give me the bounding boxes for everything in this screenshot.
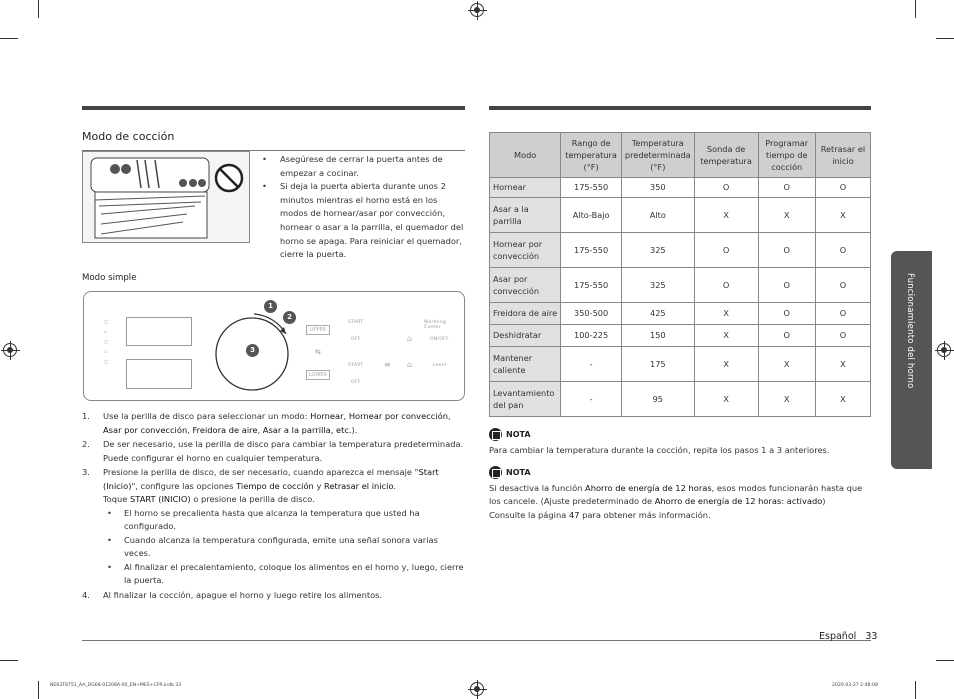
crop-mark: [936, 660, 954, 661]
table-cell: X: [694, 198, 758, 233]
activated-term: activado: [786, 496, 823, 506]
table-cell: O: [815, 233, 870, 268]
mode-hornear-conveccion: Hornear por convección: [348, 411, 448, 421]
step-2: [82, 438, 467, 465]
step-4: [82, 589, 467, 603]
cooking-modes-table: [489, 132, 871, 417]
note-text-part: Consulte la página: [489, 509, 569, 520]
step-text: .: [393, 480, 397, 491]
footer-language: Español: [819, 631, 857, 642]
lock-icon[interactable]: ⌂: [407, 334, 413, 343]
chapter-side-tab-label: Funcionamiento del horno: [905, 273, 915, 389]
table-header: Rango de temperatura (°F): [561, 133, 622, 178]
table-cell: O: [758, 325, 815, 347]
lower-button[interactable]: LOWER: [306, 370, 330, 380]
table-cell: X: [815, 198, 870, 233]
table-cell-mode: Hornear por convección: [490, 233, 561, 268]
table-cell: X: [694, 303, 758, 325]
note-header: [489, 466, 874, 480]
step-3-sub: • Al finalizar el precalentamiento, coloque los alimentos en el horno y, luego, cierre la puerta.: [103, 561, 467, 588]
callout-2: 2: [283, 311, 296, 324]
table-cell: -: [561, 382, 622, 417]
table-cell: 175-550: [561, 233, 622, 268]
table-cell: 95: [621, 382, 694, 417]
note-label: NOTA: [506, 468, 531, 477]
table-cell: 175-550: [561, 178, 622, 198]
table-cell: -: [561, 347, 622, 382]
step-text: ,: [257, 424, 263, 435]
mode-hornear: Hornear: [310, 411, 344, 421]
table-cell-mode: Freidora de aire: [490, 303, 561, 325]
table-cell: X: [758, 347, 815, 382]
note-label: NOTA: [506, 430, 531, 439]
table-cell: X: [815, 347, 870, 382]
left-column-header-rule: [82, 106, 465, 110]
table-cell: O: [694, 178, 758, 198]
print-slug-right: 2020-03-27 2:48:08: [832, 683, 878, 688]
step-1: [82, 410, 467, 437]
table-cell: X: [758, 382, 815, 417]
table-cell: 350-500: [561, 303, 622, 325]
step-text: De ser necesario, use la perilla de disco para cambiar la temperatura predeterminada. Puede configurar el horno en cualquier temperatura.: [103, 439, 464, 463]
step-number: 2.: [82, 439, 90, 449]
light-icon[interactable]: ⌂: [407, 360, 413, 369]
table-row: [490, 178, 871, 198]
step-number: 1.: [82, 411, 90, 421]
note-text: Para cambiar la temperatura durante la cocción, repita los pasos 1 a 3 anteriores.: [489, 444, 830, 455]
step-3-sub: • Cuando alcanza la temperatura configurada, emite una señal sonora varias veces.: [103, 534, 467, 561]
note-header: [489, 428, 874, 442]
table-row: [490, 303, 871, 325]
simple-mode-subtitle: Modo simple: [82, 273, 137, 283]
menu-icon[interactable]: ≡: [384, 360, 392, 369]
note-text-part: para obtener más información.: [579, 509, 711, 520]
note-text-part: ): [822, 496, 826, 506]
table-header: Retrasar el inicio: [815, 133, 870, 178]
table-cell-mode: Mantener caliente: [490, 347, 561, 382]
table-row: [490, 198, 871, 233]
step-text: ", configure las opciones: [131, 480, 237, 491]
crop-mark: [38, 681, 39, 699]
table-cell: O: [815, 268, 870, 303]
step-text: Presione la perilla de disco, de ser necesario, cuando aparezca el mensaje ": [103, 467, 419, 477]
table-cell: 325: [621, 233, 694, 268]
crop-mark: [915, 0, 916, 18]
warming-center-label: Warming Center: [424, 320, 447, 330]
note-text-part: , esos modos funcionarán hasta que los cancele. (Ajuste predeterminado de: [489, 482, 863, 506]
table-header: Temperatura predeterminada (°F): [621, 133, 694, 178]
table-row: [490, 233, 871, 268]
crop-mark: [915, 681, 916, 699]
registration-mark-icon: [470, 682, 484, 696]
start-upper-label[interactable]: START: [348, 320, 364, 325]
upper-button[interactable]: UPPER: [306, 325, 330, 335]
step-text: ,: [447, 411, 451, 421]
table-cell: X: [694, 382, 758, 417]
step-text: ,: [343, 411, 349, 421]
table-cell: 100-225: [561, 325, 622, 347]
registration-mark-icon: [3, 343, 17, 357]
callout-3: 3: [246, 344, 259, 357]
registration-mark-icon: [937, 343, 951, 357]
page-footer: [819, 631, 877, 642]
warming-level-label[interactable]: Level: [433, 363, 447, 368]
step-text: Toque: [103, 494, 131, 504]
table-cell: O: [815, 178, 870, 198]
table-row: [490, 347, 871, 382]
callout-1: 1: [264, 300, 277, 313]
safety-note: • Asegúrese de cerrar la puerta antes de empezar a cocinar.: [262, 153, 467, 180]
oven-door-illustration: [82, 151, 250, 243]
chapter-side-tab: [891, 251, 932, 469]
mode-asar-conveccion: Asar por convección: [103, 424, 188, 435]
table-cell: X: [758, 198, 815, 233]
energy-saving-term: Ahorro de energía de 12 horas: [654, 496, 782, 506]
note-icon: [489, 466, 502, 479]
swap-icon[interactable]: ⇆: [315, 348, 322, 356]
start-message: Start (Inicio): [103, 467, 439, 491]
section-title: Modo de cocción: [82, 130, 175, 143]
table-cell: 325: [621, 268, 694, 303]
table-cell: X: [694, 325, 758, 347]
table-cell: 175-550: [561, 268, 622, 303]
page-reference: 47: [568, 509, 580, 520]
control-panel-illustration: [83, 291, 465, 401]
table-cell: O: [694, 233, 758, 268]
table-cell: 350: [621, 178, 694, 198]
start-lower-label[interactable]: START: [348, 363, 364, 368]
step-text: o presione la perilla de disco.: [190, 494, 315, 504]
table-cell: Alto-Bajo: [561, 198, 622, 233]
table-cell: O: [758, 268, 815, 303]
step-text: Use la perilla de disco para seleccionar un modo:: [103, 411, 311, 421]
table-cell-mode: Levantamiento del pan: [490, 382, 561, 417]
upper-display: [126, 317, 192, 346]
footer-rule: [82, 640, 871, 641]
safety-note: • Si deja la puerta abierta durante unos 2 minutos mientras el horno está en los modos de hornear/asar por convección, hornear o asar a la parrilla, el quemador del horno se apaga. Para reiniciar el quemador, cierre la puerta.: [262, 180, 467, 262]
page-number: 33: [865, 631, 878, 642]
table-cell-mode: Asar a la parrilla: [490, 198, 561, 233]
step-number: 3.: [82, 467, 90, 477]
step-3: [82, 466, 467, 588]
note-2: [489, 466, 874, 522]
table-cell: O: [758, 303, 815, 325]
crop-mark: [0, 38, 18, 39]
table-cell-mode: Hornear: [490, 178, 561, 198]
step-text: ).: [351, 424, 358, 435]
crop-mark: [38, 0, 39, 18]
step-3-sub: • El horno se precalienta hasta que alcanza la temperatura que usted ha configurado.: [103, 507, 467, 534]
table-cell: O: [815, 325, 870, 347]
table-cell: 150: [621, 325, 694, 347]
table-cell: X: [815, 382, 870, 417]
crop-mark: [936, 38, 954, 39]
table-cell: O: [815, 303, 870, 325]
note-icon: [489, 428, 502, 441]
energy-saving-term: Ahorro de energía de 12 horas: [585, 482, 712, 493]
table-header: Modo: [490, 133, 561, 178]
table-cell: 425: [621, 303, 694, 325]
note-text-part: Si desactiva la función: [489, 482, 586, 493]
option-retrasar-inicio: Retrasar el inicio: [324, 480, 394, 491]
step-text: ,: [187, 424, 193, 435]
step-text: Al finalizar la cocción, apague el horno y luego retire los alimentos.: [103, 589, 383, 600]
panel-left-markers: ▢ ▫ ▢ ▫ ▢: [104, 320, 109, 365]
off-lower-label[interactable]: OFF: [351, 380, 361, 385]
safety-notes-list: [262, 153, 467, 262]
table-cell-mode: Asar por convección: [490, 268, 561, 303]
table-row: [490, 382, 871, 417]
mode-asar-parrilla: Asar a la parrilla, etc.: [262, 424, 352, 435]
right-column-header-rule: [489, 106, 871, 110]
table-cell-mode: Deshidratar: [490, 325, 561, 347]
table-header: Sonda de temperatura: [694, 133, 758, 178]
table-header-row: [490, 133, 871, 178]
table-cell: O: [694, 268, 758, 303]
warming-on-off-label[interactable]: ON/OFF: [430, 337, 449, 342]
option-tiempo-coccion: Tiempo de cocción: [236, 480, 314, 491]
table-cell: X: [694, 347, 758, 382]
table-cell: O: [758, 178, 815, 198]
note-text-part: :: [781, 496, 787, 506]
off-upper-label[interactable]: OFF: [351, 337, 361, 342]
table-header: Programar tiempo de cocción: [758, 133, 815, 178]
crop-mark: [0, 660, 18, 661]
oven-icon: [83, 152, 249, 242]
start-button-label: START (INICIO): [130, 494, 191, 504]
registration-mark-icon: [470, 3, 484, 17]
print-slug-left: NE63T8751_AA_DG68-01208A-00_EN+MES+CFR.indb 33: [50, 683, 182, 688]
note-1: [489, 428, 874, 457]
table-row: [490, 268, 871, 303]
table-cell: O: [758, 233, 815, 268]
table-cell: 175: [621, 347, 694, 382]
lower-display: [126, 359, 192, 389]
step-text: y: [313, 480, 324, 491]
step-number: 4.: [82, 589, 90, 600]
table-row: [490, 325, 871, 347]
steps-list: [82, 410, 467, 602]
table-cell: Alto: [621, 198, 694, 233]
note-text: [489, 482, 874, 523]
mode-freidora: Freidora de aire: [192, 424, 258, 435]
